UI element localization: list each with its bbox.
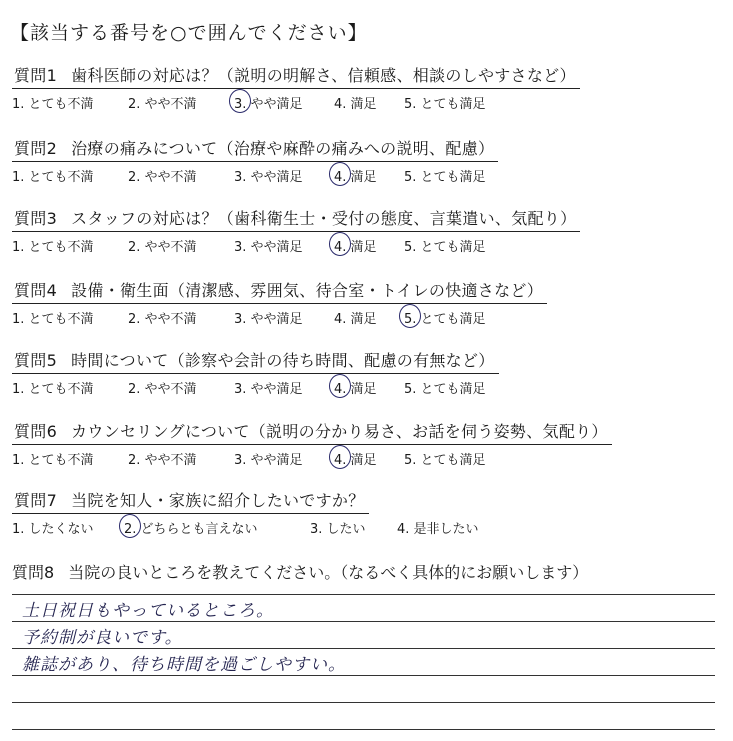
option-3[interactable]: 3. やや満足 xyxy=(234,170,303,185)
question-3 xyxy=(12,208,727,256)
option-5[interactable]: 5. とても満足 xyxy=(404,97,486,112)
option-4[interactable]: 4. 是非したい xyxy=(397,522,479,537)
handwritten-answer-line: 土日祝日もやっているところ。 xyxy=(22,601,274,621)
option-2[interactable]: 2. やや不満 xyxy=(128,170,197,185)
selection-circle xyxy=(229,89,251,113)
writing-line xyxy=(12,729,715,730)
selection-circle xyxy=(329,162,351,186)
option-1[interactable]: 1. とても不満 xyxy=(12,97,94,112)
option-2[interactable]: 2. やや不満 xyxy=(128,312,197,327)
question-5 xyxy=(12,350,727,398)
question-7 xyxy=(12,490,727,538)
question-text: 治療の痛みについて（治療や麻酔の痛みへの説明、配慮） xyxy=(71,139,495,158)
option-1[interactable]: 1. とても不満 xyxy=(12,240,94,255)
question-text: 当院の良いところを教えてください。（なるべく具体的にお願いします） xyxy=(68,563,589,582)
writing-line xyxy=(12,675,715,676)
option-4[interactable]: 4. 満足 xyxy=(334,312,377,327)
selection-circle xyxy=(119,514,141,538)
question-title xyxy=(12,208,580,232)
answer-options xyxy=(12,376,727,398)
handwritten-answer-line: 雑誌があり、待ち時間を過ごしやすい。 xyxy=(22,655,346,675)
question-text: スタッフの対応は？（歯科衛生士・受付の態度、言葉遣い、気配り） xyxy=(71,209,577,228)
option-2-selected[interactable]: 2. どちらとも言えない xyxy=(124,518,258,537)
selection-circle xyxy=(329,232,351,256)
question-number: 質問1 xyxy=(14,66,58,85)
option-3[interactable]: 3. やや満足 xyxy=(234,382,303,397)
question-text: 当院を知人・家族に紹介したいですか？ xyxy=(71,491,365,510)
option-2[interactable]: 2. やや不満 xyxy=(128,240,197,255)
selection-circle xyxy=(329,445,351,469)
option-1[interactable]: 1. とても不満 xyxy=(12,170,94,185)
question-title xyxy=(12,350,499,374)
question-number: 質問6 xyxy=(14,422,58,441)
option-5[interactable]: 5. とても満足 xyxy=(404,240,486,255)
writing-line xyxy=(12,702,715,703)
option-3-selected[interactable]: 3. やや満足 xyxy=(234,93,303,112)
option-1[interactable]: 1. とても不満 xyxy=(12,453,94,468)
instruction-header: 【該当する番号を○で囲んでください】 xyxy=(10,22,368,44)
selection-circle xyxy=(399,304,421,328)
question-text: 時間について（診察や会計の待ち時間、配慮の有無など） xyxy=(71,351,495,370)
question-1 xyxy=(12,65,727,113)
option-4-selected[interactable]: 4. 満足 xyxy=(334,166,377,185)
question-8 xyxy=(12,562,727,584)
question-6 xyxy=(12,421,727,469)
answer-options xyxy=(12,447,727,469)
option-3[interactable]: 3. やや満足 xyxy=(234,240,303,255)
question-2 xyxy=(12,138,727,186)
question-text: 歯科医師の対応は？（説明の明解さ、信頼感、相談のしやすさなど） xyxy=(71,66,576,85)
question-number: 質問2 xyxy=(14,139,58,158)
option-2[interactable]: 2. やや不満 xyxy=(128,97,197,112)
answer-options xyxy=(12,306,727,328)
question-number: 質問8 xyxy=(12,563,55,582)
option-2[interactable]: 2. やや不満 xyxy=(128,382,197,397)
option-1[interactable]: 1. したくない xyxy=(12,522,94,537)
writing-line xyxy=(12,621,715,622)
question-number: 質問4 xyxy=(14,281,58,300)
question-4 xyxy=(12,280,727,328)
option-1[interactable]: 1. とても不満 xyxy=(12,382,94,397)
question-text: カウンセリングについて（説明の分かり易さ、お話を伺う姿勢、気配り） xyxy=(71,422,608,441)
option-4-selected[interactable]: 4. 満足 xyxy=(334,236,377,255)
handwritten-answer-line: 予約制が良いです。 xyxy=(22,628,183,648)
question-number: 質問5 xyxy=(14,351,58,370)
option-4[interactable]: 4. 満足 xyxy=(334,97,377,112)
answer-options xyxy=(12,164,727,186)
question-number: 質問3 xyxy=(14,209,58,228)
question-title xyxy=(12,490,369,514)
selection-circle xyxy=(329,374,351,398)
writing-line xyxy=(12,594,715,595)
option-4-selected[interactable]: 4. 満足 xyxy=(334,378,377,397)
option-5-selected[interactable]: 5. とても満足 xyxy=(404,308,486,327)
option-2[interactable]: 2. やや不満 xyxy=(128,453,197,468)
option-3[interactable]: 3. したい xyxy=(310,522,366,537)
answer-options xyxy=(12,91,727,113)
option-5[interactable]: 5. とても満足 xyxy=(404,453,486,468)
answer-options xyxy=(12,516,727,538)
question-title xyxy=(12,562,727,584)
question-text: 設備・衛生面（清潔感、雰囲気、待合室・トイレの快適さなど） xyxy=(71,281,543,300)
option-5[interactable]: 5. とても満足 xyxy=(404,170,486,185)
option-4-selected[interactable]: 4. 満足 xyxy=(334,449,377,468)
question-number: 質問7 xyxy=(14,491,58,510)
option-3[interactable]: 3. やや満足 xyxy=(234,453,303,468)
option-1[interactable]: 1. とても不満 xyxy=(12,312,94,327)
question-title xyxy=(12,421,612,445)
option-3[interactable]: 3. やや満足 xyxy=(234,312,303,327)
answer-options xyxy=(12,234,727,256)
question-title xyxy=(12,280,547,304)
question-title xyxy=(12,138,498,162)
writing-line xyxy=(12,648,715,649)
option-5[interactable]: 5. とても満足 xyxy=(404,382,486,397)
question-title xyxy=(12,65,580,89)
